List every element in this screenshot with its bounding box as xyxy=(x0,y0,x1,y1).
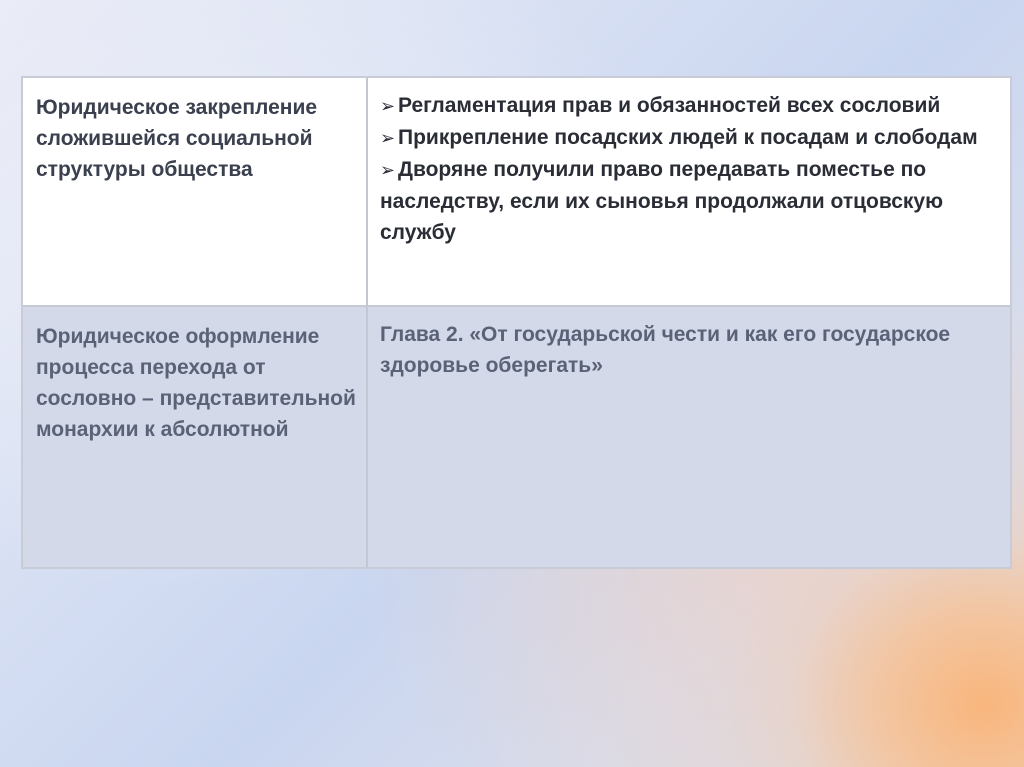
list-item xyxy=(380,122,998,154)
list-item xyxy=(380,154,998,248)
row1-label-cell xyxy=(23,78,366,305)
row1-content-cell xyxy=(366,78,1010,305)
arrowhead-bullet-icon: ➢ xyxy=(380,160,396,181)
list-item xyxy=(380,90,998,122)
bullet-text: Прикрепление посадских людей к посадам и слободам xyxy=(398,126,978,149)
row2-content-cell xyxy=(366,305,1010,567)
row2-label-cell xyxy=(23,305,366,567)
arrowhead-bullet-icon: ➢ xyxy=(380,96,396,117)
row1-label: Юридическое закрепление сложившейся социальной структуры общества xyxy=(36,96,318,181)
row2-label: Юридическое оформление процесса перехода от сословно – представительной монархии к абсолютной xyxy=(36,325,356,441)
row2-text: Глава 2. «От государьской чести и как его государское здоровье оберегать» xyxy=(380,323,951,377)
bullet-text: Дворяне получили право передавать поместье по наследству, если их сыновья продолжали отцовскую службу xyxy=(380,158,944,244)
content-table xyxy=(21,76,1012,569)
arrowhead-bullet-icon: ➢ xyxy=(380,128,396,149)
row1-bullet-list xyxy=(380,90,998,248)
bullet-text: Регламентация прав и обязанностей всех сословий xyxy=(398,94,941,117)
